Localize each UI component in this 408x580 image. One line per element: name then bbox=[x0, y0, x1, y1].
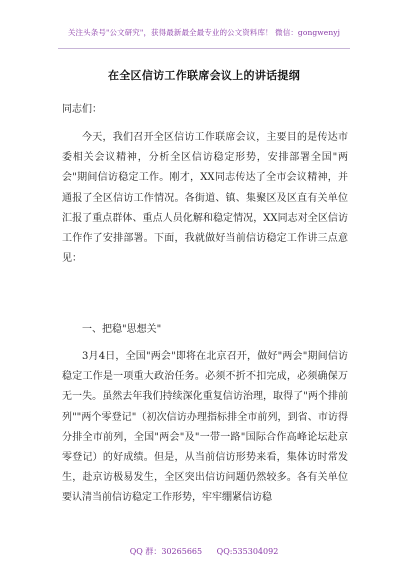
footer-qq-group: QQ 群：30265665 bbox=[129, 547, 203, 556]
section-paragraph: 3月4日，全国"两会"即将在北京召开，做好"两会"期间信访稳定工作是一项重大政治任务。必须不折不扣完成，必须确保万无一失。虽然去年我们持续深化重复信访治理，取得了"两个排前列""两个零登记"（初次信访办理指标排全市前列，到省、市访得分排全市前列，全国"两会"及"一带一路"国际合作高峰论坛赴京零登记）的好成绩。但是，从当前信访形势来看，集体访时常发生，赴京访极易发生，全区突出信访问题仍然较多。各有关单位要认清当前信访稳定工作形势，牢牢绷紧信访稳 bbox=[62, 351, 348, 504]
header-banner: 关注头条号"公文研究"，获得最新最全最专业的公文资料库！ 微信：gongwenyj bbox=[67, 28, 341, 37]
body-paragraph: 今天，我们召开全区信访工作联席会议，主要目的是传达市委相关会议精神，分析全区信访稳定形势，安排部署全国"两会"期间信访稳定工作。刚才，XX同志传达了全市会议精神，并通报了全区信访工作情况。各街道、镇、集聚区及区直有关单位汇报了重点群体、重点人员化解和稳定情况，XX同志对全区信访工作作了安排部署。下面，我就做好当前信访稳定工作讲三点意见： bbox=[62, 132, 348, 265]
footer bbox=[0, 546, 408, 557]
section-heading: 一、把稳"思想关" bbox=[82, 324, 162, 335]
salutation: 同志们： bbox=[62, 104, 102, 115]
footer-qq: QQ:535304092 bbox=[216, 547, 279, 556]
document-title: 在全区信访工作联席会议上的讲话提纲 bbox=[107, 69, 301, 82]
header-divider bbox=[58, 48, 350, 49]
